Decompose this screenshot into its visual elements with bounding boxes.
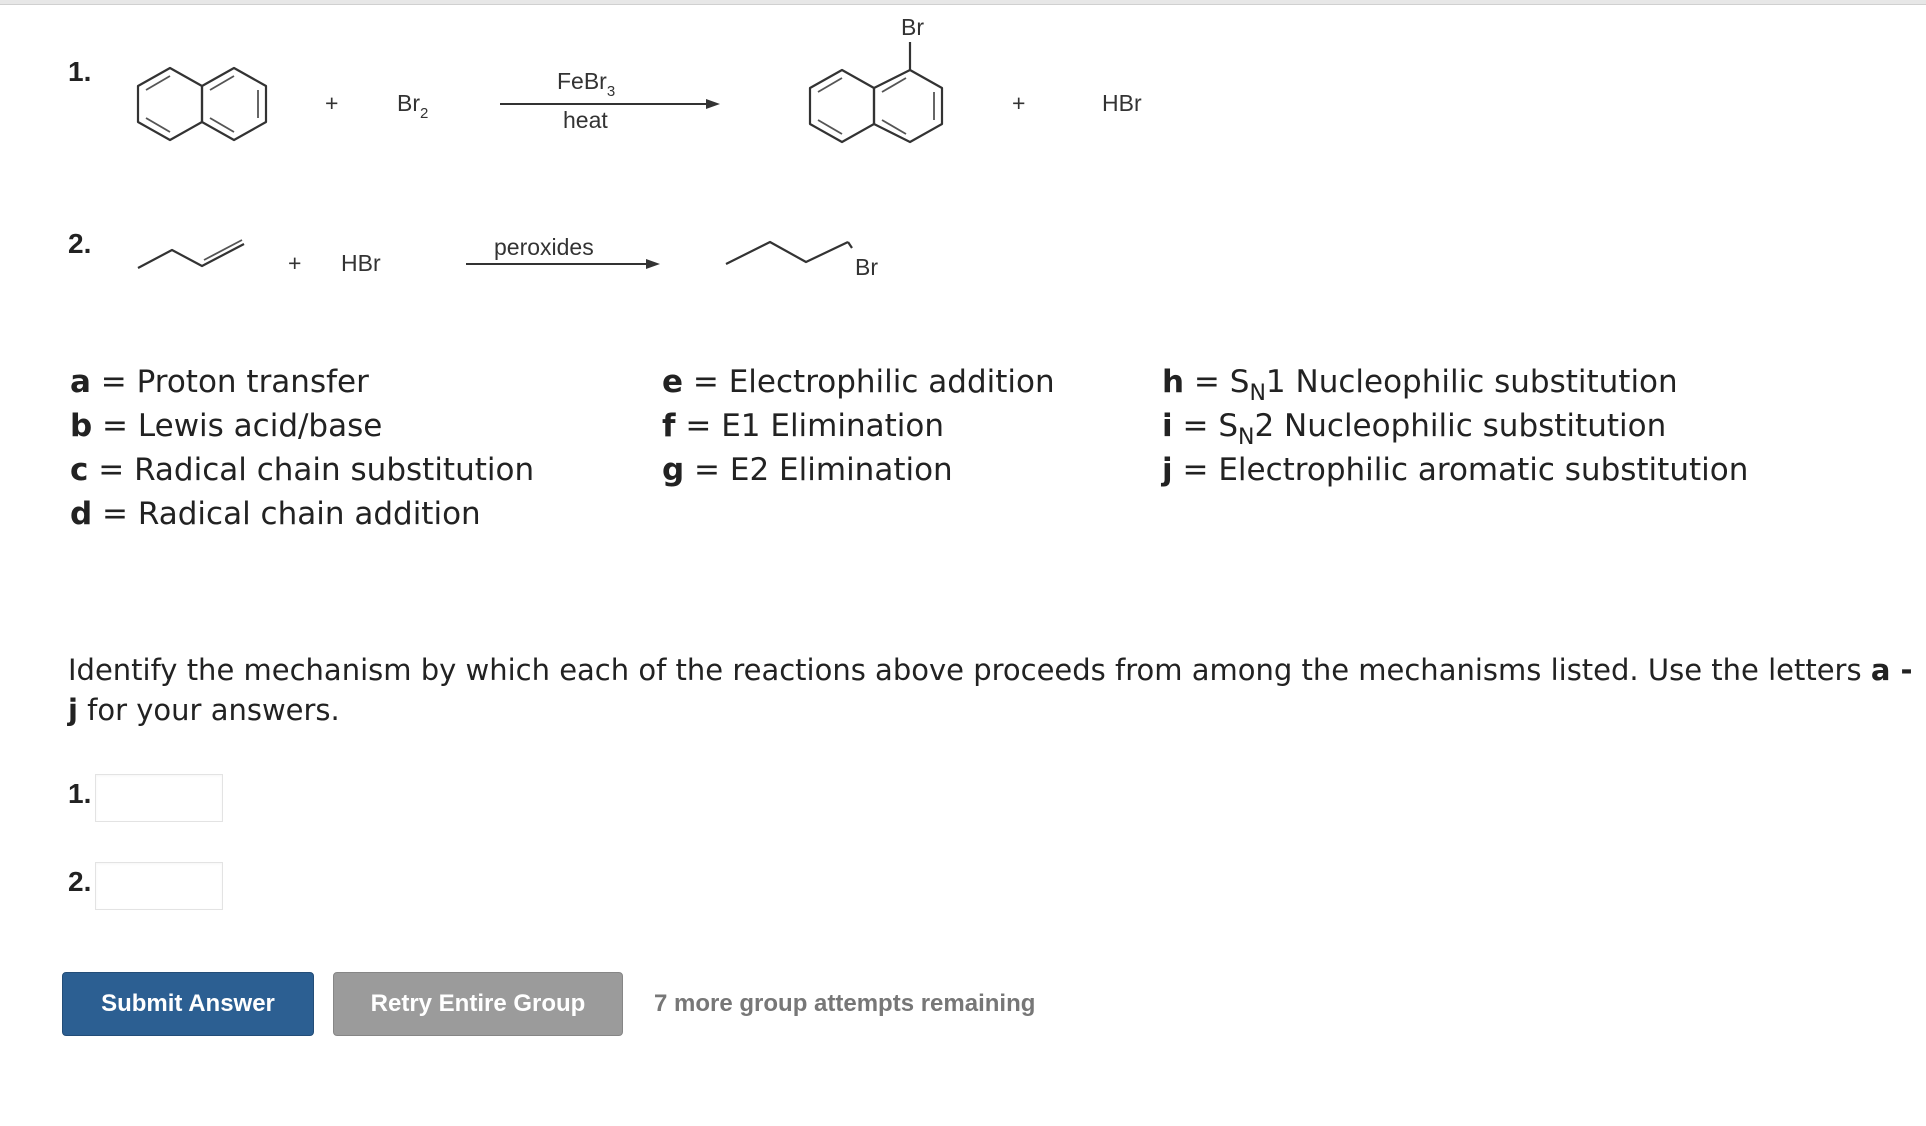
reaction-2-reagent: HBr bbox=[341, 250, 381, 276]
mechanism-e: e = Electrophilic addition bbox=[662, 364, 1055, 400]
question-text: Identify the mechanism by which each of the reactions above proceeds from among the mechanisms listed. Use the letters a - j for your answers. bbox=[68, 653, 1913, 727]
reaction-1-catalyst: FeBr$_3$ bbox=[557, 68, 616, 100]
reaction-2-arrow bbox=[464, 256, 664, 272]
butene-structure bbox=[136, 238, 250, 272]
reaction-1-product-br: Br bbox=[901, 14, 924, 40]
reaction-2-product-br: Br bbox=[855, 254, 878, 280]
submit-answer-button[interactable]: Submit Answer bbox=[62, 972, 314, 1036]
reaction-1-plus-2: + bbox=[1012, 90, 1026, 116]
reaction-1-byproduct: HBr bbox=[1102, 90, 1142, 116]
reaction-1-reagent: $Br_2$ bbox=[397, 90, 429, 122]
answer-2-input[interactable] bbox=[95, 862, 223, 910]
reaction-1-number: 1. bbox=[68, 56, 92, 87]
mechanism-c: c = Radical chain substitution bbox=[70, 452, 535, 488]
naphthalene-structure bbox=[134, 60, 276, 150]
reaction-1-heat: heat bbox=[563, 107, 608, 133]
mechanism-f: f = E1 Elimination bbox=[662, 408, 944, 444]
mechanism-i: $i = S_N2$ Nucleophilic substitution bbox=[1162, 408, 1667, 450]
answer-1-label: 1. bbox=[68, 778, 92, 809]
answer-2-label: 2. bbox=[68, 866, 92, 897]
top-border bbox=[0, 0, 1926, 5]
attempts-remaining-text: 7 more group attempts remaining bbox=[654, 990, 1036, 1017]
reaction-2-number: 2. bbox=[68, 228, 92, 259]
bromonaphthalene-structure bbox=[806, 40, 948, 150]
reaction-1-arrow bbox=[498, 96, 724, 112]
reaction-2-plus: + bbox=[288, 250, 302, 276]
mechanism-d: d = Radical chain addition bbox=[70, 496, 481, 532]
reaction-2-conditions: peroxides bbox=[494, 234, 594, 260]
mechanism-h: $h = S_N1$ Nucleophilic substitution bbox=[1162, 364, 1678, 406]
mechanism-j: j = Electrophilic aromatic substitution bbox=[1162, 452, 1749, 488]
retry-entire-group-button[interactable]: Retry Entire Group bbox=[333, 972, 623, 1036]
answer-1-input[interactable] bbox=[95, 774, 223, 822]
mechanism-a: a = Proton transfer bbox=[70, 364, 369, 400]
mechanism-b: b = Lewis acid/base bbox=[70, 408, 383, 444]
reaction-1-plus: + bbox=[325, 90, 339, 116]
mechanism-g: g = E2 Elimination bbox=[662, 452, 953, 488]
bromobutane-structure bbox=[724, 238, 854, 274]
